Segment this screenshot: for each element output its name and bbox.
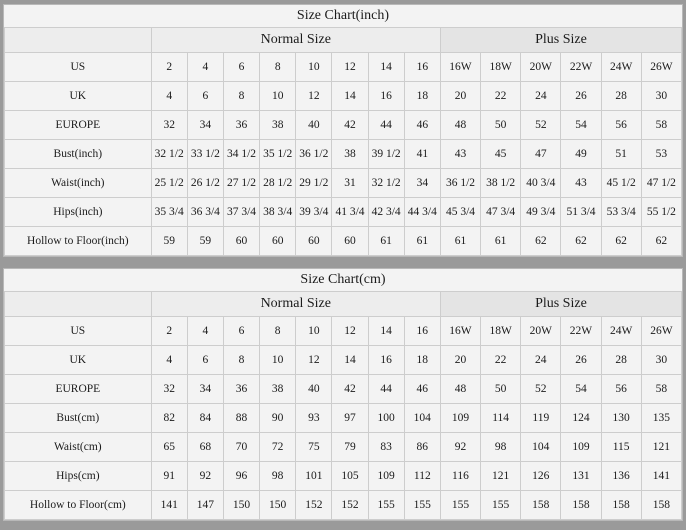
cell: 8 [223,346,259,375]
cell: 14 [332,346,368,375]
group-plus-size: Plus Size [440,28,681,53]
cell: 20 [440,82,480,111]
cell: 16 [404,53,440,82]
cell: 91 [151,462,187,491]
cell: 2 [151,317,187,346]
cell: 4 [187,317,223,346]
row-label: UK [5,346,152,375]
cell: 22W [561,317,601,346]
table-row [5,317,682,346]
cell: 32 [151,111,187,140]
cell: 115 [601,433,641,462]
cell: 58 [641,111,681,140]
cell: 84 [187,404,223,433]
cell: 36 [223,375,259,404]
cell: 35 1/2 [260,140,296,169]
cell: 116 [440,462,480,491]
cell: 47 1/2 [641,169,681,198]
cell: 104 [521,433,561,462]
cell: 43 [561,169,601,198]
cell: 4 [187,53,223,82]
cell: 61 [368,227,404,256]
cell: 158 [521,491,561,520]
cell: 45 1/2 [601,169,641,198]
cell: 24 [521,346,561,375]
cell: 14 [368,53,404,82]
cell: 98 [481,433,521,462]
cell: 38 [260,111,296,140]
cell: 147 [187,491,223,520]
group-header-row [5,28,682,53]
cell: 93 [296,404,332,433]
cell: 158 [601,491,641,520]
table-row [5,111,682,140]
corner-cell [5,28,152,53]
cell: 35 3/4 [151,198,187,227]
cell: 10 [296,53,332,82]
table-row [5,82,682,111]
cell: 59 [187,227,223,256]
cell: 45 [481,140,521,169]
cell: 141 [641,462,681,491]
table-row [5,169,682,198]
table-row [5,404,682,433]
cell: 150 [260,491,296,520]
cell: 36 1/2 [440,169,480,198]
cell: 72 [260,433,296,462]
table-row [5,346,682,375]
cell: 24W [601,317,641,346]
cell: 8 [260,317,296,346]
cell: 10 [260,82,296,111]
cell: 22W [561,53,601,82]
cell: 41 3/4 [332,198,368,227]
row-label: EUROPE [5,375,152,404]
cell: 16 [368,346,404,375]
cell: 26 [561,346,601,375]
cell: 70 [223,433,259,462]
chart-title: Size Chart(inch) [5,5,682,28]
cell: 38 1/2 [481,169,521,198]
cell: 131 [561,462,601,491]
cell: 16W [440,53,480,82]
cell: 27 1/2 [223,169,259,198]
size-table-inch [4,5,682,256]
cell: 6 [187,82,223,111]
cell: 61 [440,227,480,256]
cell: 50 [481,111,521,140]
row-label: Waist(inch) [5,169,152,198]
cell: 22 [481,82,521,111]
cell: 60 [260,227,296,256]
cell: 121 [481,462,521,491]
cell: 31 [332,169,368,198]
cell: 25 1/2 [151,169,187,198]
row-label: Hips(inch) [5,198,152,227]
cell: 155 [440,491,480,520]
cell: 14 [332,82,368,111]
cell: 141 [151,491,187,520]
cell: 152 [296,491,332,520]
cell: 20 [440,346,480,375]
cell: 112 [404,462,440,491]
cell: 26 [561,82,601,111]
cell: 34 [404,169,440,198]
cell: 62 [641,227,681,256]
cell: 10 [296,317,332,346]
cell: 28 1/2 [260,169,296,198]
cell: 28 [601,82,641,111]
cell: 83 [368,433,404,462]
cell: 152 [332,491,368,520]
cell: 51 [601,140,641,169]
table-row [5,491,682,520]
chart-title-row [5,5,682,28]
cell: 54 [561,111,601,140]
table-row [5,433,682,462]
cell: 36 1/2 [296,140,332,169]
group-plus-size: Plus Size [440,292,681,317]
cell: 12 [296,346,332,375]
cell: 60 [332,227,368,256]
cell: 12 [332,317,368,346]
cell: 26W [641,53,681,82]
cell: 37 3/4 [223,198,259,227]
cell: 88 [223,404,259,433]
cell: 109 [561,433,601,462]
table-row [5,462,682,491]
cell: 16W [440,317,480,346]
cell: 53 [641,140,681,169]
cell: 46 [404,111,440,140]
cell: 34 1/2 [223,140,259,169]
cell: 86 [404,433,440,462]
cell: 124 [561,404,601,433]
cell: 42 [332,111,368,140]
cell: 34 [187,111,223,140]
cell: 155 [368,491,404,520]
cell: 6 [223,53,259,82]
cell: 105 [332,462,368,491]
cell: 119 [521,404,561,433]
cell: 26W [641,317,681,346]
row-label: Hollow to Floor(inch) [5,227,152,256]
cell: 98 [260,462,296,491]
cell: 16 [404,317,440,346]
group-header-row [5,292,682,317]
cell: 55 1/2 [641,198,681,227]
cell: 30 [641,82,681,111]
cell: 62 [561,227,601,256]
cell: 12 [332,53,368,82]
cell: 20W [521,317,561,346]
cell: 6 [223,317,259,346]
row-label: Bust(inch) [5,140,152,169]
cell: 121 [641,433,681,462]
cell: 56 [601,111,641,140]
cell: 24W [601,53,641,82]
row-label: EUROPE [5,111,152,140]
cell: 47 3/4 [481,198,521,227]
cell: 49 [561,140,601,169]
cell: 42 [332,375,368,404]
cell: 26 1/2 [187,169,223,198]
row-label: US [5,53,152,82]
cell: 38 [332,140,368,169]
cell: 60 [223,227,259,256]
cell: 10 [260,346,296,375]
cell: 61 [404,227,440,256]
cell: 53 3/4 [601,198,641,227]
cell: 18 [404,82,440,111]
cell: 46 [404,375,440,404]
cell: 22 [481,346,521,375]
cell: 47 [521,140,561,169]
cell: 8 [223,82,259,111]
cell: 82 [151,404,187,433]
cell: 52 [521,375,561,404]
chart-title: Size Chart(cm) [5,269,682,292]
cell: 126 [521,462,561,491]
cell: 41 [404,140,440,169]
table-row [5,227,682,256]
cell: 65 [151,433,187,462]
cell: 104 [404,404,440,433]
cell: 60 [296,227,332,256]
cell: 109 [368,462,404,491]
size-chart-cm [3,268,683,521]
table-row [5,53,682,82]
cell: 56 [601,375,641,404]
cell: 155 [481,491,521,520]
cell: 34 [187,375,223,404]
cell: 40 [296,111,332,140]
cell: 62 [521,227,561,256]
cell: 20W [521,53,561,82]
cell: 39 3/4 [296,198,332,227]
cell: 8 [260,53,296,82]
cell: 4 [151,346,187,375]
cell: 36 [223,111,259,140]
cell: 24 [521,82,561,111]
chart-title-row [5,269,682,292]
row-label: UK [5,82,152,111]
cell: 52 [521,111,561,140]
cell: 39 1/2 [368,140,404,169]
cell: 54 [561,375,601,404]
cell: 28 [601,346,641,375]
cell: 12 [296,82,332,111]
cell: 2 [151,53,187,82]
cell: 45 3/4 [440,198,480,227]
cell: 59 [151,227,187,256]
cell: 30 [641,346,681,375]
cell: 40 [296,375,332,404]
cell: 158 [561,491,601,520]
cell: 158 [641,491,681,520]
size-table-cm [4,269,682,520]
row-label: Hollow to Floor(cm) [5,491,152,520]
cell: 92 [440,433,480,462]
row-label: Waist(cm) [5,433,152,462]
cell: 44 [368,111,404,140]
cell: 18W [481,317,521,346]
cell: 61 [481,227,521,256]
row-label: Hips(cm) [5,462,152,491]
cell: 14 [368,317,404,346]
cell: 33 1/2 [187,140,223,169]
cell: 38 [260,375,296,404]
cell: 6 [187,346,223,375]
cell: 135 [641,404,681,433]
cell: 40 3/4 [521,169,561,198]
cell: 92 [187,462,223,491]
cell: 96 [223,462,259,491]
cell: 48 [440,111,480,140]
cell: 79 [332,433,368,462]
cell: 75 [296,433,332,462]
cell: 97 [332,404,368,433]
cell: 50 [481,375,521,404]
cell: 44 3/4 [404,198,440,227]
cell: 51 3/4 [561,198,601,227]
cell: 32 1/2 [368,169,404,198]
row-label: Bust(cm) [5,404,152,433]
corner-cell [5,292,152,317]
table-row [5,140,682,169]
cell: 4 [151,82,187,111]
cell: 136 [601,462,641,491]
cell: 150 [223,491,259,520]
cell: 18W [481,53,521,82]
cell: 32 1/2 [151,140,187,169]
cell: 130 [601,404,641,433]
cell: 49 3/4 [521,198,561,227]
cell: 62 [601,227,641,256]
cell: 16 [368,82,404,111]
cell: 48 [440,375,480,404]
cell: 114 [481,404,521,433]
cell: 36 3/4 [187,198,223,227]
cell: 29 1/2 [296,169,332,198]
row-label: US [5,317,152,346]
group-normal-size: Normal Size [151,28,440,53]
table-row [5,198,682,227]
cell: 43 [440,140,480,169]
cell: 32 [151,375,187,404]
cell: 155 [404,491,440,520]
cell: 58 [641,375,681,404]
group-normal-size: Normal Size [151,292,440,317]
cell: 38 3/4 [260,198,296,227]
cell: 42 3/4 [368,198,404,227]
cell: 90 [260,404,296,433]
cell: 109 [440,404,480,433]
size-chart-inch [3,4,683,257]
cell: 101 [296,462,332,491]
cell: 18 [404,346,440,375]
cell: 68 [187,433,223,462]
cell: 44 [368,375,404,404]
cell: 100 [368,404,404,433]
table-row [5,375,682,404]
